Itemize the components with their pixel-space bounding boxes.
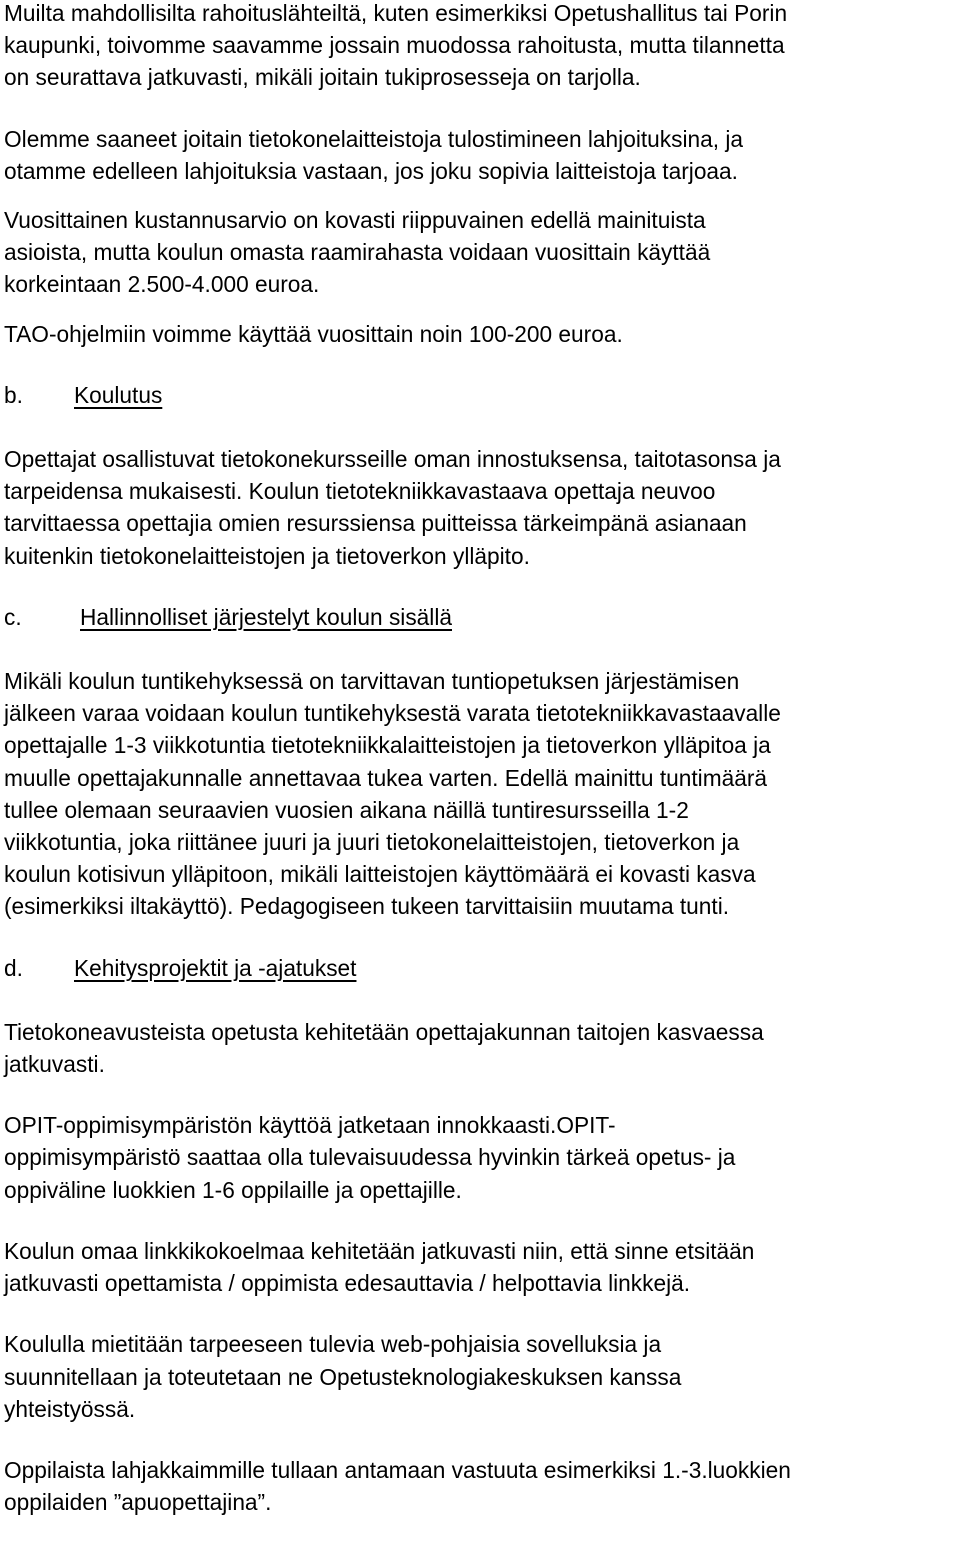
paragraph-computer-assisted-teaching [4, 1016, 958, 1080]
text-line: jälkeen varaa voidaan koulun tuntikehyksestä varata tietotekniikkavastaavalle [4, 700, 781, 727]
paragraph-student-assistants [4, 1454, 958, 1518]
text-line: jatkuvasti opettamista / oppimista edesauttavia / helpottavia linkkejä. [4, 1270, 691, 1297]
text-line: (esimerkiksi iltakäyttö). Pedagogiseen tukeen tarvittaisiin muutama tunti. [4, 893, 730, 920]
section-heading-b [4, 379, 958, 411]
text-line: on seurattava jatkuvasti, mikäli joitain tukiprosesseja on tarjolla. [4, 64, 641, 91]
text-line: Mikäli koulun tuntikehyksessä on tarvittavan tuntiopetuksen järjestämisen [4, 668, 740, 695]
text-line: asioista, mutta koulun omasta raamirahasta voidaan vuosittain käyttää [4, 239, 711, 266]
text-line: suunnitellaan ja toteutetaan ne Opetusteknologiakeskuksen kanssa [4, 1363, 682, 1390]
paragraph-opit-environment [4, 1109, 958, 1206]
section-title: Hallinnolliset järjestelyt koulun sisällä [80, 603, 452, 630]
text-line: yhteistyössä. [4, 1395, 136, 1422]
paragraph-donations [4, 123, 958, 187]
paragraph-funding-sources [4, 0, 958, 94]
text-line: viikkotuntia, joka riittänee juuri ja juuri tietokonelaitteistojen, tietoverkon ja [4, 829, 740, 856]
document-page [4, 0, 958, 1518]
text-line: TAO-ohjelmiin voimme käyttää vuosittain noin 100-200 euroa. [4, 320, 623, 347]
paragraph-administration [4, 665, 958, 923]
text-line: Olemme saaneet joitain tietokonelaitteistoja tulostimineen lahjoituksina, ja [4, 125, 744, 152]
paragraph-training [4, 443, 958, 572]
section-marker: c. [4, 603, 22, 630]
section-heading-d [4, 952, 958, 984]
text-line: muulle opettajakunnalle annettavaa tukea varten. Edellä mainittu tuntimäärä [4, 764, 768, 791]
section-heading-c [4, 601, 958, 633]
text-line: oppilaiden ”apuopettajina”. [4, 1489, 272, 1516]
text-line: Muilta mahdollisilta rahoituslähteiltä, kuten esimerkiksi Opetushallitus tai Porin [4, 0, 788, 26]
section-title: Kehitysprojektit ja -ajatukset [74, 954, 357, 981]
text-line: opettajalle 1-3 viikkotuntia tietotekniikkalaitteistojen ja tietoverkon ylläpitoa ja [4, 732, 771, 759]
text-line: OPIT-oppimisympäristön käyttöä jatketaan innokkaasti.OPIT- [4, 1112, 616, 1139]
section-marker: b. [4, 381, 23, 408]
text-line: koulun kotisivun ylläpitoon, mikäli laitteistojen käyttömäärä ei kovasti kasva [4, 861, 756, 888]
text-line: Vuosittainen kustannusarvio on kovasti riippuvainen edellä mainituista [4, 207, 706, 234]
paragraph-web-applications [4, 1328, 958, 1425]
text-line: tarpeidensa mukaisesti. Koulun tietotekniikkavastaava opettaja neuvoo [4, 478, 716, 505]
text-line: Koululla mietitään tarpeeseen tulevia web-pohjaisia sovelluksia ja [4, 1331, 662, 1358]
text-line: korkeintaan 2.500-4.000 euroa. [4, 271, 320, 298]
text-line: Koulun omaa linkkikokoelmaa kehitetään jatkuvasti niin, että sinne etsitään [4, 1237, 755, 1264]
text-line: tarvittaessa opettajia omien resurssiensa puitteissa tärkeimpänä asianaan [4, 510, 747, 537]
text-line: tullee olemaan seuraavien vuosien aikana näillä tuntiresursseilla 1-2 [4, 796, 689, 823]
text-line: Opettajat osallistuvat tietokonekursseille oman innostuksensa, taitotasonsa ja [4, 446, 781, 473]
text-line: jatkuvasti. [4, 1051, 105, 1078]
text-line: kaupunki, toivomme saavamme jossain muodossa rahoitusta, mutta tilannetta [4, 32, 785, 59]
paragraph-annual-budget [4, 204, 958, 301]
text-line: oppiväline luokkien 1-6 oppilaille ja opettajille. [4, 1176, 462, 1203]
text-line: kuitenkin tietokonelaitteistojen ja tietoverkon ylläpito. [4, 542, 530, 569]
section-title: Koulutus [74, 381, 163, 408]
text-line: oppimisympäristö saattaa olla tulevaisuudessa hyvinkin tärkeä opetus- ja [4, 1144, 736, 1171]
text-line: Oppilaista lahjakkaimmille tullaan antamaan vastuuta esimerkiksi 1.-3.luokkien [4, 1456, 791, 1483]
section-marker: d. [4, 954, 23, 981]
paragraph-link-collection [4, 1235, 958, 1299]
text-line: otamme edelleen lahjoituksia vastaan, jos joku sopivia laitteistoja tarjoaa. [4, 157, 738, 184]
text-line: Tietokoneavusteista opetusta kehitetään opettajakunnan taitojen kasvaessa [4, 1018, 764, 1045]
paragraph-tao-programs [4, 318, 958, 350]
